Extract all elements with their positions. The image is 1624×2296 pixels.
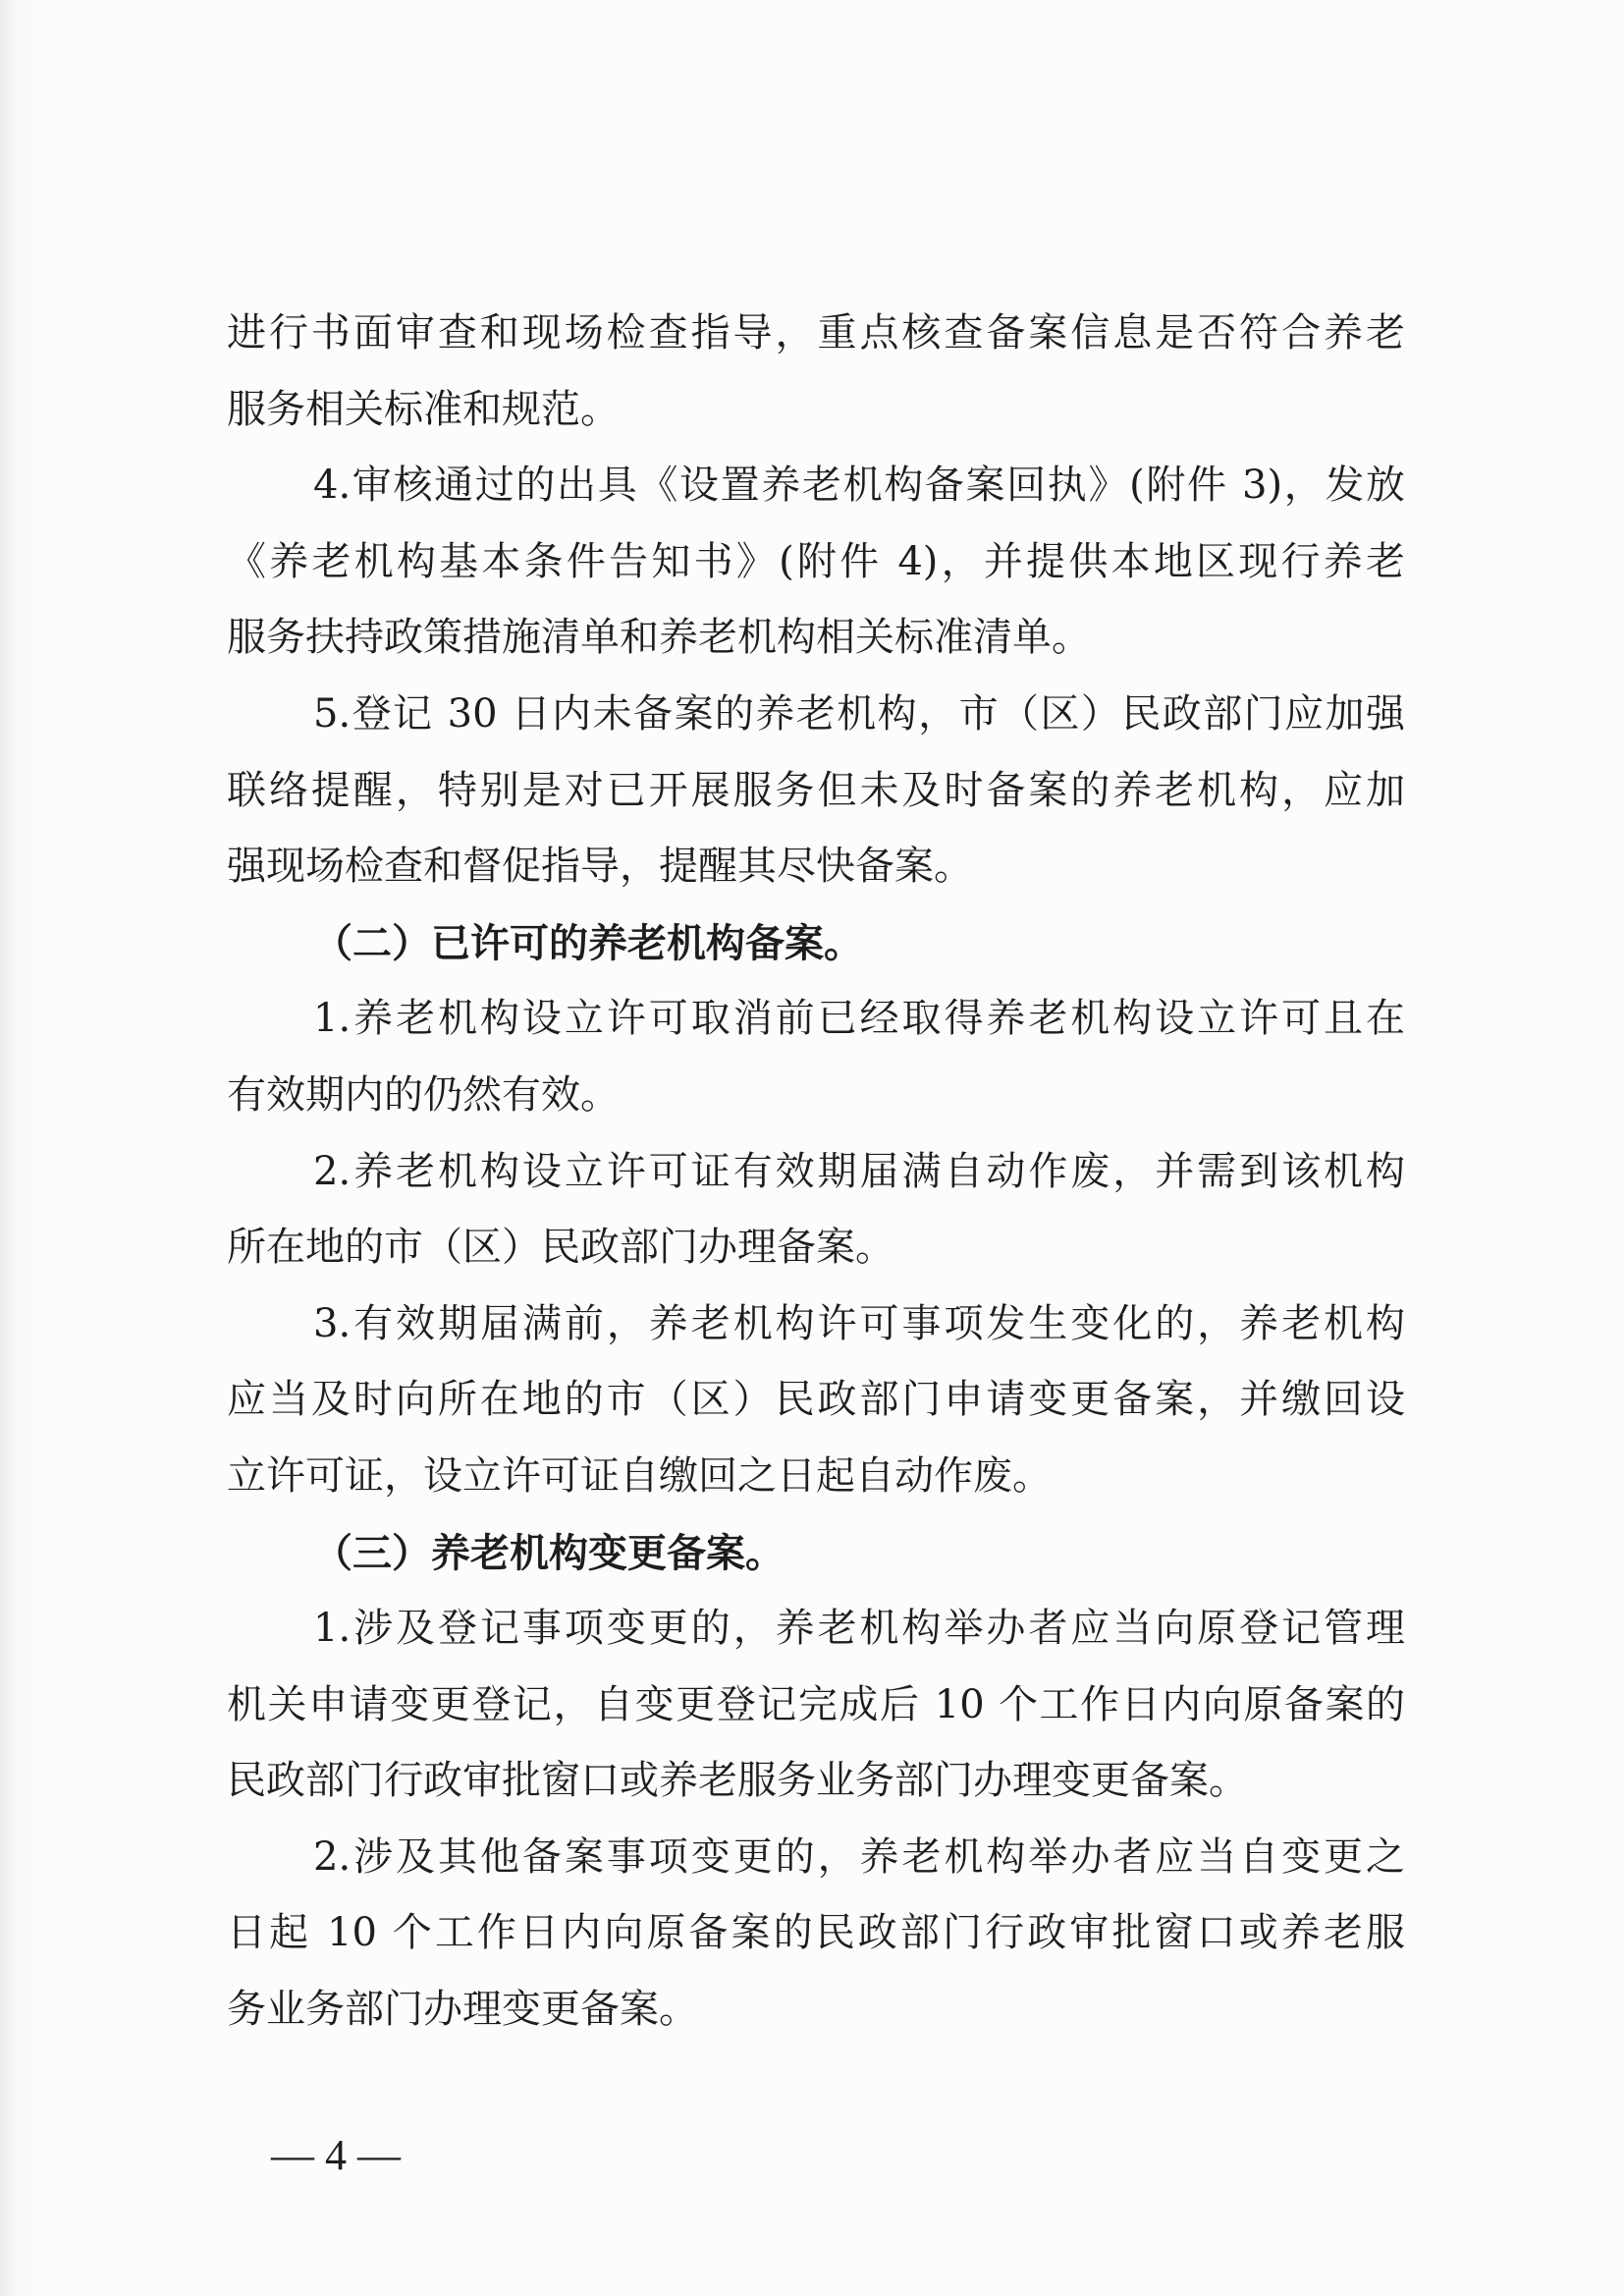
paragraph-line: 服务相关标准和规范。 — [227, 386, 620, 432]
paragraph-line: 服务扶持政策措施清单和养老机构相关标准清单。 — [227, 615, 1091, 661]
paragraph-line: 2.养老机构设立许可证有效期届满自动作废，并需到该机构 — [313, 1148, 1405, 1194]
paragraph-line: 机关申请变更登记，自变更登记完成后 10 个工作日内向原备案的 — [227, 1681, 1405, 1727]
paragraph-line: 1.养老机构设立许可取消前已经取得养老机构设立许可且在 — [313, 996, 1405, 1042]
section-heading: （三）养老机构变更备案。 — [313, 1529, 785, 1576]
paragraph-line: 《养老机构基本条件告知书》(附件 4)，并提供本地区现行养老 — [227, 538, 1405, 584]
paragraph-line: 强现场检查和督促指导，提醒其尽快备案。 — [227, 844, 973, 890]
paragraph — [227, 1820, 1405, 2049]
paragraph-line: 立许可证，设立许可证自缴回之日起自动作废。 — [227, 1452, 1052, 1499]
paragraph-line: 所在地的市（区）民政部门办理备案。 — [227, 1225, 894, 1271]
page-number: — 4 — — [271, 2131, 401, 2179]
paragraph — [227, 1591, 1405, 1820]
paragraph-line: 进行书面审查和现场检查指导，重点核查备案信息是否符合养老 — [227, 310, 1405, 355]
paragraph-line: 民政部门行政审批窗口或养老服务业务部门办理变更备案。 — [227, 1758, 1248, 1804]
paragraph — [227, 677, 1405, 905]
paragraph — [227, 981, 1405, 1133]
paragraph — [227, 448, 1405, 677]
paragraph-line: 联络提醒，特别是对已开展服务但未及时备案的养老机构，应加 — [227, 767, 1405, 813]
paragraph-line: 5.登记 30 日内未备案的养老机构，市（区）民政部门应加强 — [313, 690, 1405, 737]
paragraph-line: 2.涉及其他备案事项变更的，养老机构举办者应当自变更之 — [313, 1833, 1405, 1880]
section-heading: （二）已许可的养老机构备案。 — [313, 919, 863, 966]
paragraph-line: 3.有效期届满前，养老机构许可事项发生变化的，养老机构 — [313, 1300, 1405, 1346]
paragraph — [227, 296, 1405, 448]
paragraph-line: 有效期内的仍然有效。 — [227, 1071, 620, 1118]
body-text — [227, 296, 1405, 2049]
paragraph — [227, 1134, 1405, 1286]
paragraph-line: 1.涉及登记事项变更的，养老机构举办者应当向原登记管理 — [313, 1606, 1405, 1652]
paragraph-line: 务业务部门办理变更备案。 — [227, 1987, 698, 2033]
paragraph — [227, 1286, 1405, 1515]
paragraph-line: 4.审核通过的出具《设置养老机构备案回执》(附件 3)，发放 — [313, 463, 1405, 509]
paragraph-line: 应当及时向所在地的市（区）民政部门申请变更备案，并缴回设 — [227, 1377, 1405, 1423]
paragraph-line: 日起 10 个工作日内向原备案的民政部门行政审批窗口或养老服 — [227, 1910, 1405, 1956]
